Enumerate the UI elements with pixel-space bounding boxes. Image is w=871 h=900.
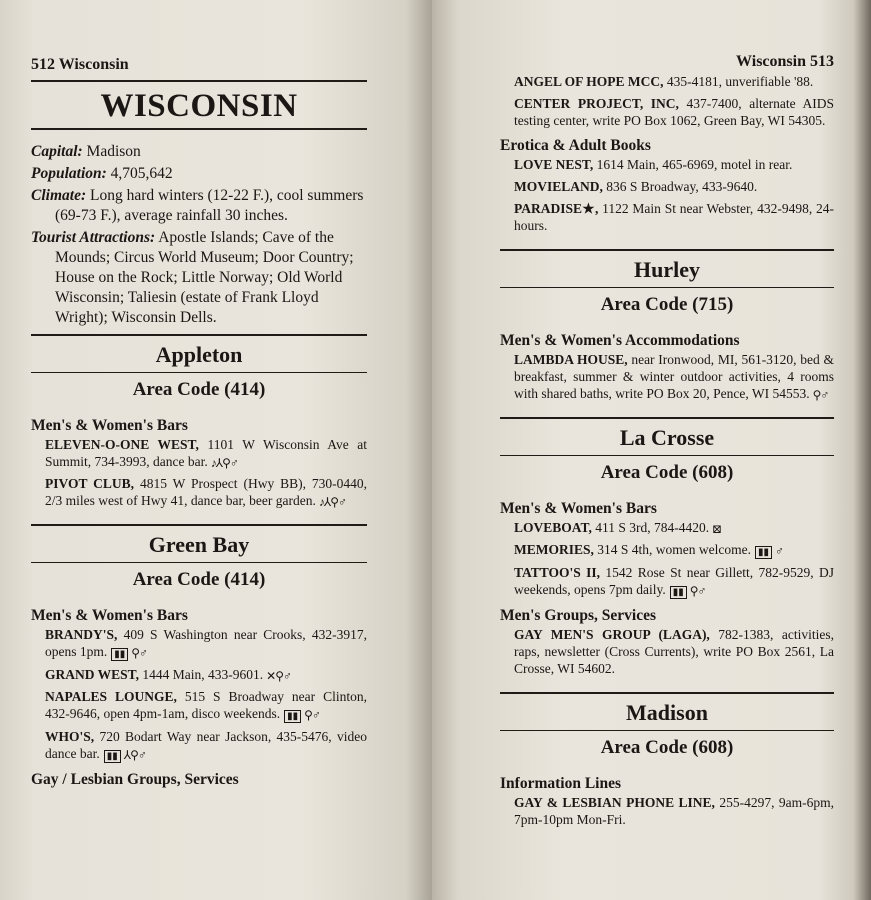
venue-box-icon: ▮▮	[111, 648, 128, 661]
area-code-hurley: Area Code (715)	[600, 294, 734, 315]
divider	[31, 128, 367, 130]
listing-entry: LAMBDA HOUSE, near Ironwood, MI, 561-3120, bed & breakfast, summer & winter outdoor activities, 4 rooms with shared baths, write PO Box 20, Pence, WI 54553. ⚲♂	[514, 352, 834, 402]
city-title-madison: Madison	[626, 700, 708, 725]
venue-symbols-icon: ⊠	[712, 522, 722, 536]
right-column	[500, 0, 834, 833]
listing-entry: MOVIELAND, 836 S Broadway, 433-9640.	[514, 179, 758, 194]
listing-entry: BRANDY'S, 409 S Washington near Crooks, 432-3917, opens 1pm. ▮▮ ⚲♂	[45, 627, 367, 660]
state-facts	[31, 142, 367, 328]
area-code-la-crosse: Area Code (608)	[600, 462, 734, 483]
venue-symbols-icon: ⚲♂	[812, 388, 829, 402]
category-heading: Men's & Women's Bars	[500, 500, 657, 517]
city-title-green-bay: Green Bay	[148, 532, 250, 557]
fact-climate: Climate: Long hard winters (12-22 F.), cool summers (69-73 F.), average rainfall 30 inches.	[31, 187, 364, 224]
area-code-green-bay: Area Code (414)	[132, 569, 266, 590]
listing-entry: GAY MEN'S GROUP (LAGA), 782-1383, activities, raps, newsletter (Cross Currents), write PO Box 2561, La Crosse, WI 54602.	[514, 627, 835, 676]
listing-entry: LOVE NEST, 1614 Main, 465-6969, motel in rear.	[514, 157, 793, 172]
left-running-head: 512 Wisconsin	[31, 56, 129, 73]
venue-symbols-icon: ♂	[775, 544, 784, 558]
listing-entry: MEMORIES, 314 S 4th, women welcome. ▮▮ ♂	[514, 542, 784, 558]
listing-entry: WHO'S, 720 Bodart Way near Jackson, 435-5476, video dance bar. ▮▮ ⅄⚲♂	[45, 729, 367, 762]
category-heading: Men's Groups, Services	[500, 607, 656, 624]
fact-capital: Capital: Madison	[31, 143, 141, 160]
area-code-madison: Area Code (608)	[600, 737, 734, 758]
listing-entry: TATTOO'S II, 1542 Rose St near Gillett, 782-9529, DJ weekends, opens 7pm daily. ▮▮ ⚲♂	[514, 565, 834, 598]
category-heading: Information Lines	[500, 775, 621, 792]
venue-box-icon: ▮▮	[755, 546, 772, 559]
venue-box-icon: ▮▮	[104, 750, 121, 763]
venue-symbols-icon: ⅄⚲♂	[123, 748, 146, 762]
category-heading: Men's & Women's Accommodations	[500, 332, 740, 349]
venue-symbols-icon: ✕⚲♂	[266, 669, 291, 683]
right-page	[432, 0, 871, 900]
city-title-hurley: Hurley	[634, 257, 700, 282]
listing-entry: LOVEBOAT, 411 S 3rd, 784-4420. ⊠	[514, 520, 722, 536]
listing-entry: ELEVEN-O-ONE WEST, 1101 W Wisconsin Ave at Summit, 734-3993, dance bar. ♪⅄⚲♂	[45, 437, 368, 470]
listing-entry: NAPALES LOUNGE, 515 S Broadway near Clinton, 432-9646, open 4pm-1am, disco weekends. ▮▮ ⚲♂	[45, 689, 368, 722]
venue-symbols-icon: ⚲♂	[689, 584, 706, 598]
city-title-appleton: Appleton	[155, 342, 243, 367]
area-code-appleton: Area Code (414)	[132, 379, 266, 400]
venue-symbols-icon: ♪⅄⚲♂	[210, 456, 238, 470]
listing-entry: GRAND WEST, 1444 Main, 433-9601. ✕⚲♂	[45, 667, 291, 683]
category-heading: Men's & Women's Bars	[31, 417, 188, 434]
right-running-head: Wisconsin 513	[736, 53, 834, 70]
listing-entry: PIVOT CLUB, 4815 W Prospect (Hwy BB), 730-0440, 2/3 miles west of Hwy 41, dance bar, beer garden. ♪⅄⚲♂	[45, 476, 368, 509]
listing-entry: PARADISE★, 1122 Main St near Webster, 432-9498, 24-hours.	[514, 201, 834, 233]
left-column	[31, 0, 367, 790]
venue-box-icon: ▮▮	[284, 710, 301, 723]
venue-symbols-icon: ⚲♂	[304, 708, 320, 722]
category-heading: Gay / Lesbian Groups, Services	[31, 771, 239, 788]
category-heading: Erotica & Adult Books	[500, 137, 651, 154]
category-heading: Men's & Women's Bars	[31, 607, 188, 624]
venue-box-icon: ▮▮	[670, 586, 687, 599]
venue-symbols-icon: ♪⅄⚲♂	[318, 495, 346, 509]
left-page	[0, 0, 432, 900]
venue-symbols-icon: ⚲♂	[131, 646, 148, 660]
listing-entry: ANGEL OF HOPE MCC, 435-4181, unverifiable '88.	[514, 74, 814, 89]
fact-population: Population: 4,705,642	[31, 165, 173, 182]
listing-entry: GAY & LESBIAN PHONE LINE, 255-4297, 9am-6pm, 7pm-10pm Mon-Fri.	[514, 795, 834, 827]
state-title: WISCONSIN	[100, 88, 298, 124]
listing-entry: CENTER PROJECT, INC, 437-7400, alternate AIDS testing center, write PO Box 1062, Green Bay, WI 54305.	[514, 96, 834, 128]
city-title-la-crosse: La Crosse	[619, 425, 715, 450]
fact-tourist-attractions: Tourist Attractions: Apostle Islands; Cave of the Mounds; Circus World Museum; Door Country; House on the Rock; Little Norway; Old World Wisconsin; Taliesin (estate of Frank Lloyd Wright); Wisconsin Dells.	[31, 229, 354, 326]
